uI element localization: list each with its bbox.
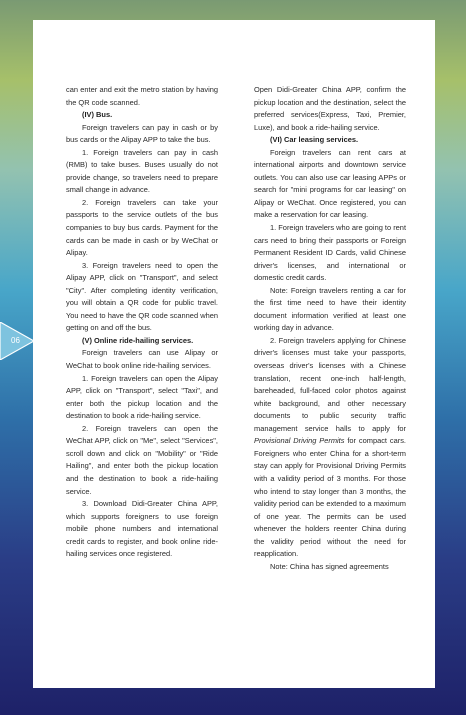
emphasized-term: Provisional Driving Permits (254, 436, 345, 446)
paragraph: 1. Foreign travelers can pay in cash (RMB) to take buses. Buses usually do not provide change, so travelers need to prepare small change in advance. (66, 147, 218, 195)
paragraph: 3. Download Didi-Greater China APP, which supports foreigners to use foreign mobile phone numbers and international credit cards to register, and book online ride-hailing services once registered. (66, 499, 218, 559)
document-page (33, 20, 435, 688)
paragraph: Open Didi-Greater China APP, confirm the pickup location and the destination, select the preferred services(Express, Taxi, Premier, Luxe), and book a ride-hailing service. (254, 85, 406, 132)
section-heading-car-leasing: (VI) Car leasing services. (270, 135, 359, 145)
page-number: 06 (11, 336, 20, 345)
paragraph: 2. Foreign travelers can open the WeChat APP, click on "Me", select "Services", scroll down and click on "Mobility" or "Ride Hailing", and enter both the pickup location and the destination to book a ride-hailing service. (66, 423, 218, 496)
paragraph: can enter and exit the metro station by having the QR code scanned. (66, 85, 218, 107)
paragraph: Note: China has signed agreements (270, 561, 389, 571)
paragraph: Note: Foreign travelers renting a car for the first time need to have their identity document information verified at least one working day in advance. (254, 285, 406, 333)
paragraph-text: 2. Foreign travelers applying for Chinese driver's licenses must take your passports, overseas driver's licenses with a Chinese translation, recent one-inch half-length, bareheaded, full-faced color photos against white background, and other necessary documents to public security traffic management service halls to apply for (254, 335, 406, 433)
section-heading-bus: (IV) Bus. (82, 110, 113, 120)
left-text-column (66, 84, 218, 561)
paragraph-text: for compact cars. Foreigners who enter China for a short-term stay can apply for Provisional Driving Permits with a validity period of 3 months. For those who intend to stay longer than 3 months, the validity period can be extended to a maximum of one year. The permits can be used whenever the holders reenter China during the validity period without the need for reapplication. (254, 436, 406, 559)
paragraph: 2. Foreign travelers can take your passports to the service outlets of the bus companies to buy bus cards. Payment for the cards can be made in cash or by WeChat or Alipay. (66, 197, 218, 258)
paragraph: 1. Foreign travelers can open the Alipay APP, click on "Transport", select "Taxi", and enter both the pickup location and the destination to book a ride-hailing service. (66, 373, 218, 421)
paragraph: 3. Foreign travelers need to open the Alipay APP, click on "Transport", and select "City". After completing identity verification, you will obtain a QR code for public travel. You need to have the QR code scanned when getting on and off the bus. (66, 260, 218, 333)
paragraph: Foreign travelers can rent cars at international airports and downtown service outlets. You can also use car leasing APPs or search for "mini programs for car leasing" on Alipay or WeChat. Once registered, you can make a reservation for car leasing. (254, 147, 406, 220)
paragraph: Foreign travelers can use Alipay or WeChat to book online ride-hailing services. (66, 348, 218, 371)
right-text-column (254, 84, 406, 573)
paragraph (254, 335, 406, 561)
page-number-tab (0, 322, 34, 360)
section-heading-ride-hailing: (V) Online ride-hailing services. (82, 335, 194, 345)
paragraph: 1. Foreign travelers who are going to rent cars need to bring their passports or Foreign Permanent Resident ID Cards, valid Chinese driver's licenses, and international or domestic credit cards. (254, 223, 407, 283)
paragraph: Foreign travelers can pay in cash or by bus cards or the Alipay APP to take the bus. (66, 122, 218, 145)
